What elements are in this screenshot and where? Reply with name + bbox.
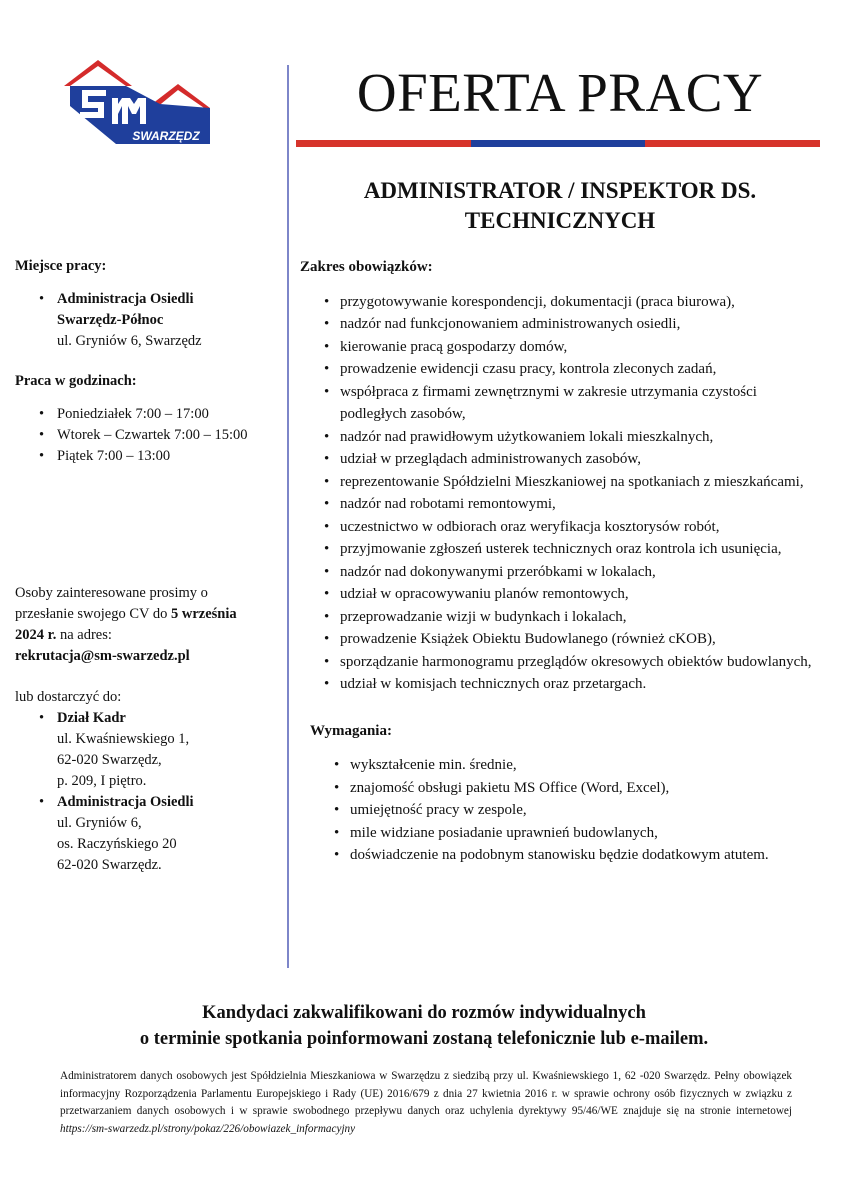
stripe-red-right xyxy=(645,140,820,147)
gdpr-footnote xyxy=(60,1068,792,1138)
gdpr-link[interactable]: https://sm-swarzedz.pl/strony/pokaz/226/obowiazek_informacyjny xyxy=(60,1122,356,1135)
stripe-blue xyxy=(471,140,646,147)
job-title xyxy=(300,176,820,236)
company-logo xyxy=(60,58,212,146)
duty-item: • udział w komisjach technicznych oraz przetargach. xyxy=(300,673,820,696)
delivery-item xyxy=(15,708,275,792)
duty-item: • prowadzenie Książek Obiektu Budowlanego (również cKOB), xyxy=(300,628,820,651)
hours-list xyxy=(15,404,275,467)
hours-heading: Praca w godzinach: xyxy=(15,373,137,389)
closing-line2: o terminie spotkania poinformowani zostaną telefonicznie lub e-mailem. xyxy=(139,1029,709,1049)
contact-line2-text: przesłanie swojego CV do xyxy=(15,606,171,622)
delivery-line: ul. Gryniów 6, xyxy=(57,815,142,831)
deadline-date: 5 września xyxy=(170,606,237,622)
location-item xyxy=(15,289,275,352)
delivery-line: p. 209, I piętro. xyxy=(57,773,147,789)
contact-email-link[interactable]: rekrutacja@sm-swarzedz.pl xyxy=(15,648,190,664)
hours-item: • Piątek 7:00 – 13:00 xyxy=(15,446,275,467)
duty-item: • nadzór nad dokonywanymi przeróbkami w lokalach, xyxy=(300,561,820,584)
duty-item: • prowadzenie ewidencji czasu pracy, kontrola zleconych zadań, xyxy=(300,358,820,381)
delivery-line: 62-020 Swarzędz. xyxy=(57,857,162,873)
contact-line1: Osoby zainteresowane prosimy o xyxy=(15,585,208,601)
duties-list xyxy=(300,291,820,696)
requirement-item: • umiejętność pracy w zespole, xyxy=(300,799,820,822)
right-column xyxy=(300,256,820,867)
delivery-item xyxy=(15,792,275,876)
requirement-item: • doświadczenie na podobnym stanowisku będzie dodatkowym atutem. xyxy=(300,844,820,867)
requirement-item: • wykształcenie min. średnie, xyxy=(300,754,820,777)
duty-item: • nadzór nad prawidłowym użytkowaniem lokali mieszkalnych, xyxy=(300,426,820,449)
requirements-heading: Wymagania: xyxy=(310,722,392,739)
requirements-list xyxy=(300,754,820,867)
delivery-name: • Dział Kadr xyxy=(57,710,126,726)
duty-item: • uczestnictwo w odbiorach oraz weryfikacja kosztorysów robót, xyxy=(300,516,820,539)
contact-line3 xyxy=(15,625,275,646)
column-divider xyxy=(287,65,289,968)
location-name-line1: • Administracja Osiedli xyxy=(57,291,194,307)
job-title-line2: TECHNICZNYCH xyxy=(464,208,656,233)
duty-item: • reprezentowanie Spółdzielni Mieszkaniowej na spotkaniach z mieszkańcami, xyxy=(300,471,820,494)
closing-statement xyxy=(20,1000,828,1052)
delivery-intro: lub dostarczyć do: xyxy=(15,689,122,705)
duty-item: • sporządzanie harmonogramu przeglądów okresowych obiektów budowlanych, xyxy=(300,651,820,674)
hours-item: • Wtorek – Czwartek 7:00 – 15:00 xyxy=(15,425,275,446)
duty-item: • nadzór nad robotami remontowymi, xyxy=(300,493,820,516)
delivery-line: os. Raczyńskiego 20 xyxy=(57,836,177,852)
delivery-name: • Administracja Osiedli xyxy=(57,794,194,810)
requirement-item: • mile widziane posiadanie uprawnień budowlanych, xyxy=(300,822,820,845)
delivery-line: ul. Kwaśniewskiego 1, xyxy=(57,731,190,747)
left-column xyxy=(15,256,275,876)
page-title: OFERTA PRACY xyxy=(356,62,764,123)
duties-heading: Zakres obowiązków: xyxy=(300,259,433,275)
contact-line3-text: na adres: xyxy=(56,627,112,643)
duty-item: • nadzór nad funkcjonowaniem administrowanych osiedli, xyxy=(300,313,820,336)
duty-item: • przygotowywanie korespondencji, dokumentacji (praca biurowa), xyxy=(300,291,820,314)
contact-line2 xyxy=(15,604,275,625)
location-heading: Miejsce pracy: xyxy=(15,258,107,274)
location-address: ul. Gryniów 6, Swarzędz xyxy=(57,333,202,349)
closing-line1: Kandydaci zakwalifikowani do rozmów indywidualnych xyxy=(202,1003,646,1023)
title-stripes xyxy=(296,140,820,147)
stripe-red-left xyxy=(296,140,471,147)
duty-item: • przyjmowanie zgłoszeń usterek technicznych oraz kontrola ich usunięcia, xyxy=(300,538,820,561)
location-name-line2: Swarzędz-Północ xyxy=(57,312,164,328)
duty-item: • udział w przeglądach administrowanych zasobów, xyxy=(300,448,820,471)
duty-item: • udział w opracowywaniu planów remontowych, xyxy=(300,583,820,606)
delivery-list xyxy=(15,708,275,876)
deadline-year: 2024 r. xyxy=(15,627,57,643)
job-title-line1: ADMINISTRATOR / INSPEKTOR DS. xyxy=(363,178,757,203)
contact-block xyxy=(15,583,275,667)
location-list xyxy=(15,289,275,352)
duty-item: • współpraca z firmami zewnętrznymi w zakresie utrzymania czystości podległych zasobów, xyxy=(300,381,820,426)
requirement-item: • znajomość obsługi pakietu MS Office (Word, Excel), xyxy=(300,777,820,800)
hours-item: • Poniedziałek 7:00 – 17:00 xyxy=(15,404,275,425)
gdpr-text: Administratorem danych osobowych jest Spółdzielnia Mieszkaniowa w Swarzędzu z siedzibą przy ul. Kwaśniewskiego 1, 62 -020 Swarzędz. Pełny obowiązek informacyjny Rozporządzenia Parlamentu Europejskiego i Rady (UE) 2016/679 z dnia 27 kwietnia 2016 r. w sprawie ochrony osób fizycznych w związku z przetwarzaniem danych osobowych i w sprawie swobodnego przepływu danych oraz uchylenia dyrektywy 95/46/WE znajduje się na stronie internetowej xyxy=(60,1070,792,1117)
duty-item: • kierowanie pracą gospodarzy domów, xyxy=(300,336,820,359)
duty-item: • przeprowadzanie wizji w budynkach i lokalach, xyxy=(300,606,820,629)
logo-text: SWARZĘDZ xyxy=(132,129,200,143)
delivery-line: 62-020 Swarzędz, xyxy=(57,752,162,768)
